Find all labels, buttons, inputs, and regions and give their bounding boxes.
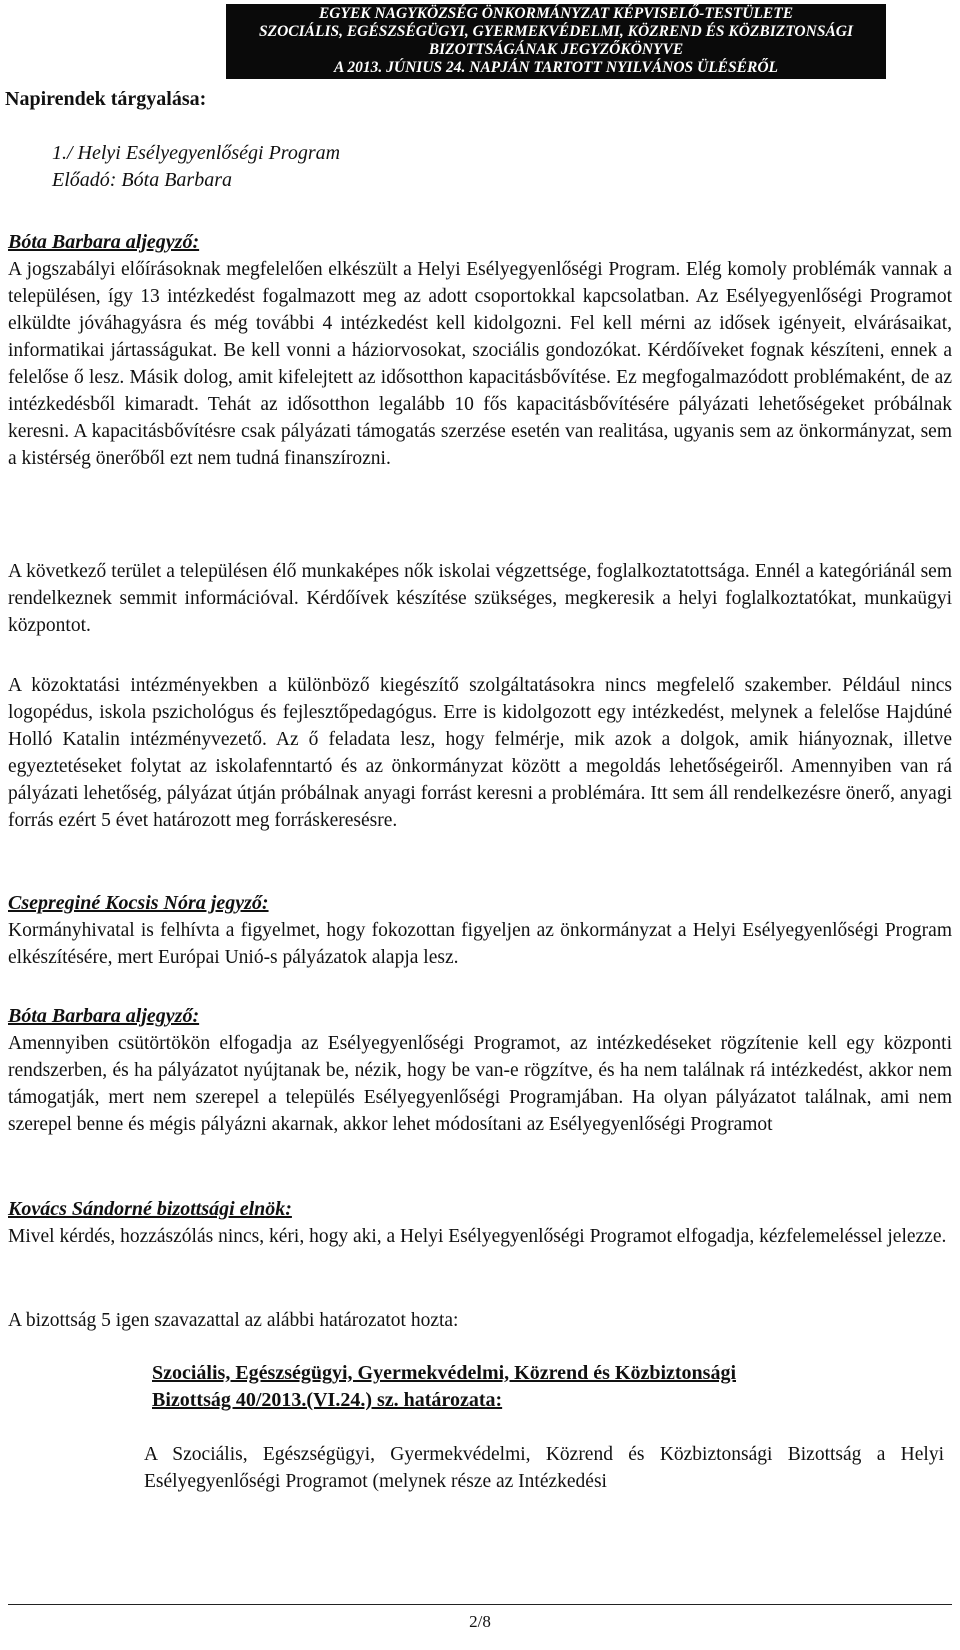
speech-block: [0, 1223, 960, 1250]
speech-block: [0, 672, 960, 834]
paragraph: A következő terület a településen élő munkaképes nők iskolai végzettsége, foglalkoztatottsága. Ennél a kategóriánál sem rendelkeznek semmit információval. Kérdőívek készítése szükséges, megkeresik a helyi foglalkoztatókat, munkaügyi központot.: [8, 561, 952, 636]
resolution-title-line-2: Bizottság 40/2013.(VI.24.) sz. határozata:: [152, 1389, 503, 1411]
footer-divider: [8, 1604, 952, 1605]
document-header: [226, 4, 886, 79]
speaker-heading: Bóta Barbara aljegyző:: [8, 231, 200, 253]
vote-text: A bizottság 5 igen szavazattal az alábbi határozatot hozta:: [8, 1310, 459, 1331]
vote-statement: [0, 1307, 960, 1334]
paragraph: Mivel kérdés, hozzászólás nincs, kéri, hogy aki, a Helyi Esélyegyenlőségi Programot elfogadja, kézfelemeléssel jelezze.: [8, 1226, 947, 1247]
paragraph: Kormányhivatal is felhívta a figyelmet, hogy fokozottan figyeljen az önkormányzat a Helyi Esélyegyenlőségi Program elkészítésére, mert Európai Unió-s pályázatok alapja lesz.: [8, 920, 952, 968]
agenda-item: [52, 140, 340, 194]
resolution-body: A Szociális, Egészségügyi, Gyermekvédelmi, Közrend és Közbiztonsági Bizottság a Helyi Esélyegyenlőségi Programot (melynek része az Intézkedési: [144, 1444, 944, 1492]
speech-block: [0, 558, 960, 639]
speaker-heading: Kovács Sándorné bizottsági elnök:: [8, 1198, 292, 1220]
header-line-1: EGYEK NAGYKÖZSÉG ÖNKORMÁNYZAT KÉPVISELŐ-TESTÜLETE: [318, 5, 794, 22]
resolution-title: [152, 1360, 932, 1414]
agenda-presenter: Előadó: Bóta Barbara: [52, 169, 232, 191]
resolution-title-line-1: Szociális, Egészségügyi, Gyermekvédelmi, Közrend és Közbiztonsági: [152, 1362, 737, 1384]
speech-block: [0, 917, 960, 971]
paragraph: A jogszabályi előírásoknak megfelelően elkészült a Helyi Esélyegyenlőségi Program. Elég komoly problémák vannak a településen, így 13 intézkedést fogalmazott meg az adott csoportokkal kapcsolatban. Az Esélyegyenlőségi Programot elküldte jóváhagyásra és még további 4 intézkedést kell kidolgozni. Fel kell mérni az idősek igényeit, elvárásaikat, informatikai jártasságukat. Be kell vonni a háziorvosokat, szociális gondozókat. Kérdőíveket fognak készíteni, ennek a felelőse ő lesz. Másik dolog, amit kifelejtett az idősotthon kapacitásbővítése. Ez megfogalmazódott problémaként, de az intézkedésből kimaradt. Tehát az idősotthon legalább 10 fős kapacitásbővítésére pályázati lehetőségeket próbálnak keresni. A kapacitásbővítésre csak pályázati támogatás szerzése esetén van realitása, ugyanis sem az önkormányzat, sem a kistérség önerőből ezt nem tudná finanszírozni.: [8, 259, 952, 469]
speaker-heading: Bóta Barbara aljegyző:: [8, 1005, 200, 1027]
agenda-heading: Napirendek tárgyalása:: [5, 88, 207, 110]
agenda-item-title: 1./ Helyi Esélyegyenlőségi Program: [52, 142, 341, 164]
paragraph: A közoktatási intézményekben a különböző kiegészítő szolgáltatásokra nincs megfelelő szakember. Például nincs logopédus, iskola pszichológus és fejlesztőpedagógus. Erre is kidolgozott egy intézkedést, melynek a felelőse Hajdúné Holló Katalin intézményvezető. Az ő feladata lesz, hogy felmérje, mik azok a dolgok, amik hiányoznak, illetve egyeztetéseket folytat az iskolafenntartó és az önkormányzat között a megoldás lehetőségeiről. Amennyiben van rá pályázati lehetőség, pályázat útján próbálnak anyagi forrást keresni a problémára. Itt sem áll rendelkezésre önerő, anyagi forrás ezért 5 évet határozott meg forráskeresésre.: [8, 675, 952, 831]
page-number: 2/8: [469, 1612, 491, 1631]
speech-block: [0, 256, 960, 472]
header-line-2: SZOCIÁLIS, EGÉSZSÉGÜGYI, GYERMEKVÉDELMI, KÖZREND ÉS KÖZBIZTONSÁGI BIZOTTSÁGÁNAK JEGYZŐKÖNYVE: [258, 23, 854, 58]
speech-block: [0, 1030, 960, 1138]
paragraph: Amennyiben csütörtökön elfogadja az Esélyegyenlőségi Programot, az intézkedéseket rögzítenie kell egy központi rendszerben, és ha pályázatot nyújtanak be, nézik, hogy be van-e rögzítve, és ha nem találnak rá intézkedést, akkor nem támogatják, mert nem szerepel a település Esélyegyenlőségi Programjában. Ha olyan pályázatot találnak, ami nem szerepel benne és mégis pályázni akarnak, akkor lehet módosítani az Esélyegyenlőségi Programot: [8, 1033, 952, 1135]
speaker-heading: Csepreginé Kocsis Nóra jegyző:: [8, 892, 269, 914]
header-line-3: A 2013. JÚNIUS 24. NAPJÁN TARTOTT NYILVÁNOS ÜLÉSÉRŐL: [334, 59, 778, 76]
